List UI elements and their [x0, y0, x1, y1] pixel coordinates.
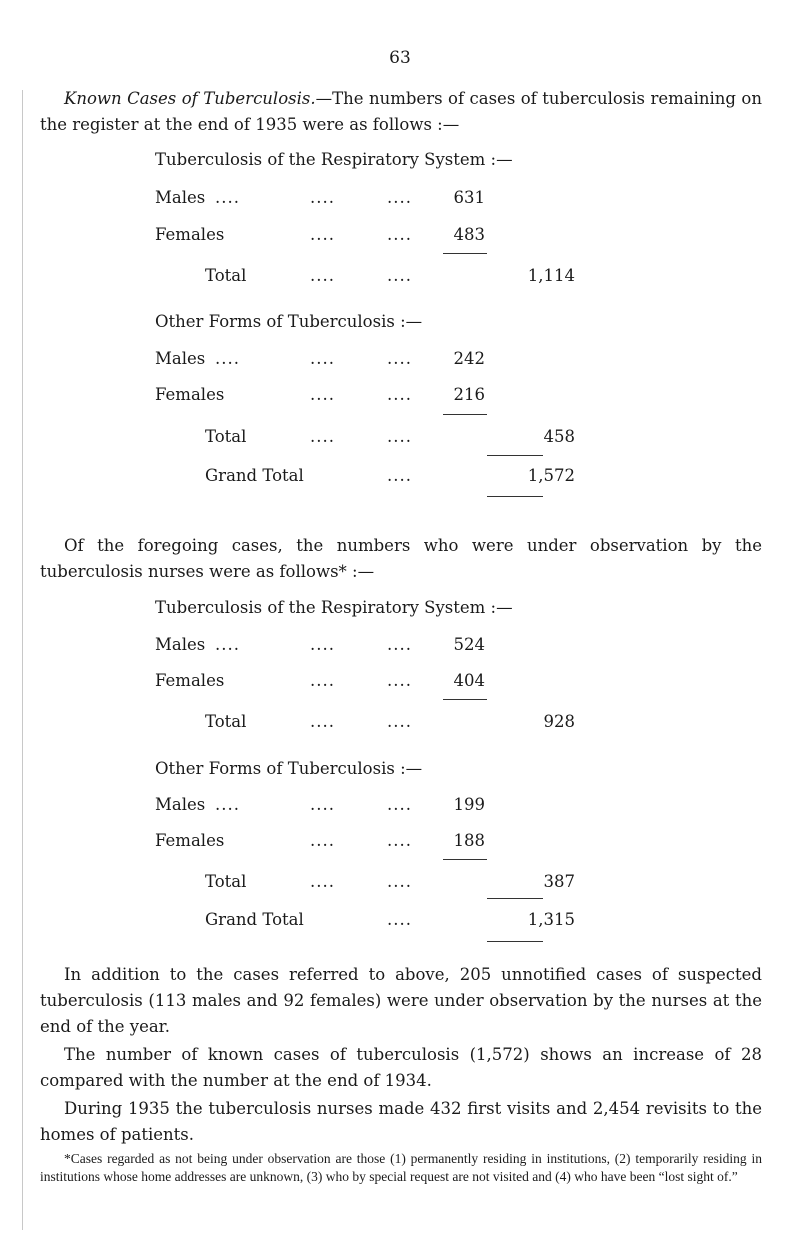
other-total-value: 458 [543, 427, 575, 446]
other-total-value: 387 [543, 872, 575, 891]
resp-heading: Tuberculosis of the Respiratory System :— [155, 150, 513, 169]
other-females-value: 216 [453, 385, 485, 404]
other-heading: Other Forms of Tuberculosis :— [155, 312, 423, 331]
page-number: 63 [389, 48, 411, 68]
unnotified-paragraph: In addition to the cases referred to above, 205 unnotified cases of suspected tuberculosis (113 males and 92 females) were under observation by the nurses at the end of the year. [40, 965, 762, 1036]
other-males-value: 199 [453, 795, 485, 814]
grand-total-value: 1,315 [527, 910, 575, 929]
grand-total-rule [487, 455, 543, 456]
subtotal-rule [443, 859, 487, 860]
resp-females-value: 483 [453, 225, 485, 244]
visits-paragraph: During 1935 the tuberculosis nurses made 432 first visits and 2,454 revisits to the homes of patients. [40, 1099, 762, 1144]
footnote: *Cases regarded as not being under observation are those (1) permanently residing in institutions, (2) temporarily residing in institutions whose home addresses are unknown, (3) who by special request are not visited and (4) who have been “lost sight of.” [40, 1151, 762, 1184]
resp-total-value: 928 [543, 712, 575, 731]
intro-paragraph [40, 86, 762, 138]
other-heading: Other Forms of Tuberculosis :— [155, 759, 423, 778]
resp-males-value: 524 [453, 635, 485, 654]
grand-total-rule [487, 898, 543, 899]
subtotal-rule [443, 253, 487, 254]
other-males-value: 242 [453, 349, 485, 368]
increase-paragraph: The number of known cases of tuberculosis (1,572) shows an increase of 28 compared with the number at the end of 1934. [40, 1045, 762, 1090]
scan-margin-line [22, 90, 23, 1230]
grand-total-rule [487, 941, 543, 942]
other-females-value: 188 [453, 831, 485, 850]
subtotal-rule [443, 414, 487, 415]
subtotal-rule [443, 699, 487, 700]
resp-heading: Tuberculosis of the Respiratory System :— [155, 598, 513, 617]
section-heading: Known Cases of Tuberculosis. [64, 89, 316, 108]
grand-total-rule [487, 496, 543, 497]
observation-paragraph: Of the foregoing cases, the numbers who were under observation by the tuberculosis nurses were as follows* :— [40, 536, 762, 581]
resp-males-value: 631 [453, 188, 485, 207]
grand-total-value: 1,572 [527, 466, 575, 485]
resp-total-value: 1,114 [527, 266, 575, 285]
intro-text: —The numbers of cases of tuberculosis remaining on the register at the end of 1935 were as follows :— [40, 89, 762, 134]
resp-females-value: 404 [453, 671, 485, 690]
